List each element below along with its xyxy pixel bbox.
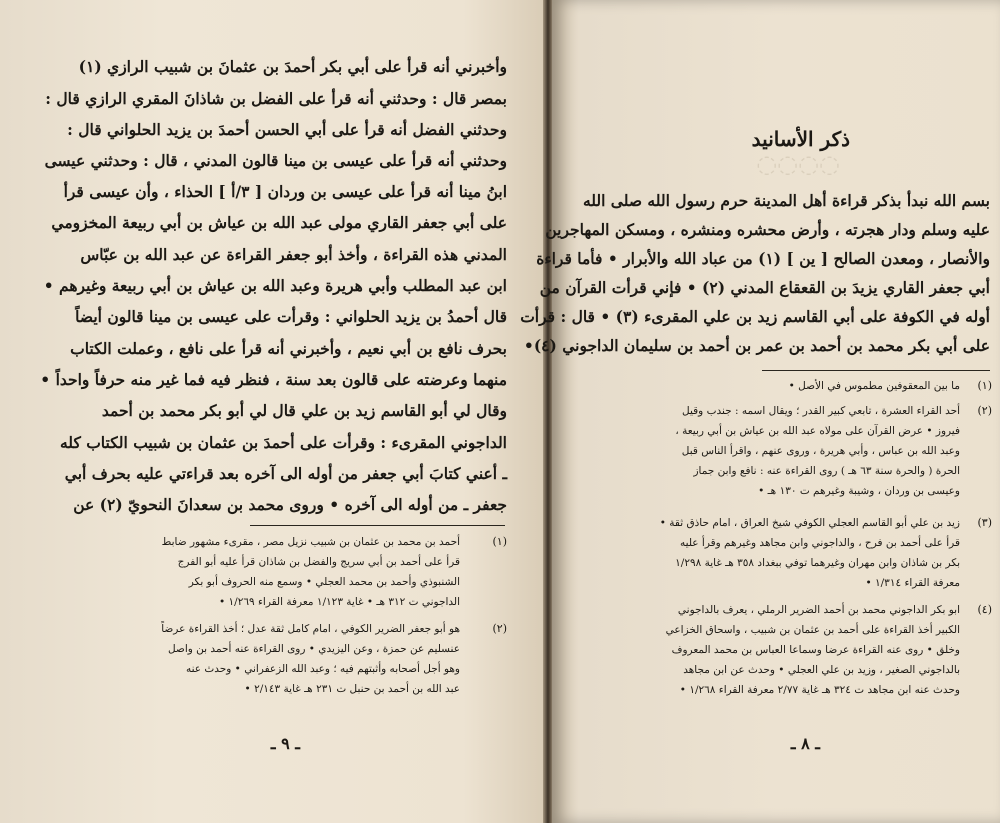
footnote-line: عبد الله بن أحمد بن حنبل ت ٢٣١ هـ غاية ٢/١٤٣ • <box>244 683 460 695</box>
footnote-number: (٢) <box>492 622 507 635</box>
footnote-separator <box>250 525 505 526</box>
footnote-line: معرفة القراء ١/٣١٤ • <box>865 577 960 589</box>
body-line: جعفر ـ من أوله الى آخره • وروى محمد بن سعدانَ النحويّ (٢) عن <box>73 495 507 514</box>
footnote-line: الحرة ( والحرة سنة ٦٣ هـ ) روى القراءة عنه : نافع وابن جماز <box>693 465 960 477</box>
body-line: وحدثني الفضل أنه قرأ على أبي الحسن أحمدَ بن يزيد الحلواني قال : <box>67 120 507 139</box>
body-line: أبي جعفر القاري يزيدَ بن القعقاع المدني (٢) • فإني قرأت القرآن من <box>539 278 990 297</box>
body-line: بحرف نافع بن أبي نعيم ، وأخبرني أنه قرأ على نافع ، وعملت الكتاب <box>70 339 507 358</box>
footnote-line: وعيسى بن وردان ، وشيبة وغيرهم ت ١٣٠ هـ • <box>758 485 960 497</box>
body-line: على أبي بكر محمد بن أحمد بن عمر بن أحمد بن سليمان الداجوني (٤)• <box>523 336 990 355</box>
section-heading: ذكر الأسانيد <box>751 127 850 151</box>
body-line: ابنُ مينا أنه قرأ على عيسى بن وردان [ ٣/أ ] الحذاء ، وأن عيسى قرأ <box>63 182 507 201</box>
body-line: على أبي جعفر القاري مولى عبد الله بن عياش بن أبي ربيعة المخزومي <box>51 213 507 232</box>
footnote-line: وخلق • روى عنه القراءة عرضا وسماعا العباس بن محمد المعروف <box>671 644 960 656</box>
footnote-line: فيروز • عرض القرآن على مولاه عبد الله بن عياش بن أبي ربيعة ، <box>675 425 960 437</box>
footnote-number: (٢) <box>977 404 992 417</box>
body-line: أوله في الكوفة على أبي القاسم زيد بن علي المقرىء (٣) • قال : قرأت <box>520 307 990 326</box>
footnote-number: (٣) <box>977 516 992 529</box>
footnote-line: وحدث عنه ابن مجاهد ت ٣٢٤ هـ غاية ٢/٧٧ معرفة القراء ١/٢٦٨ • <box>679 684 960 696</box>
footnote-separator <box>762 370 990 371</box>
body-line: المدني هذه القراءة ، وأخذ أبو جعفر القراءة عن عبد الله بن عبّاس <box>80 245 507 264</box>
footnote-line: الشنبوذي وأحمد بن محمد العجلي • وسمع منه الحروف أبو بكر <box>188 576 460 588</box>
footnote-line: وهو أجل أصحابه وأثبتهم فيه ؛ وعبد الله الزعفراني • وحدث عنه <box>185 663 460 675</box>
footnote-line: الداجوني ت ٣١٢ هـ • غاية ١/١٢٣ معرفة القراء ١/٢٦٩ • <box>218 596 460 608</box>
body-line: والأنصار ، ومعدن الصالح [ ين ] (١) من عباد الله والأبرار • فأما قراءة <box>536 249 990 268</box>
footnote-line: بالداجوني الصغير ، وزيد بن علي العجلي • وحدث عن ابن مجاهد <box>683 664 960 676</box>
footnote-line: ما بين المعقوفين مطموس في الأصل • <box>788 380 960 392</box>
body-line: الداجوني المقرىء : وقرأت على أحمدَ بن عثمان بن شبيب الكتاب كله <box>60 433 507 452</box>
body-line: بسم الله نبدأ بذكر قراءة أهل المدينة حرم رسول الله صلى الله <box>582 191 990 210</box>
footnote-line: الكبير أخذ القراءة على أحمد بن عثمان بن شبيب ، واسحاق الخزاعي <box>665 624 960 636</box>
body-line: عليه وسلم ودار هجرته ، وأرض محشره ومنشره ، ومسكن المهاجرين <box>545 220 990 239</box>
footnote-line: عنسليم عن حمزة ، وعن اليزيدي • روى القراءة عنه أحمد بن واصل <box>167 643 460 655</box>
footnote-line: هو أبو جعفر الضرير الكوفي ، امام كامل ثقة عدل ؛ أخذ القراءة عرضاً <box>161 623 460 635</box>
footnote-line: وعبد الله بن عباس ، وأبي هريرة ، وروى عنهم ، واقرأ الناس قبل <box>681 445 960 457</box>
footnote-number: (١) <box>977 379 992 392</box>
footnote-number: (١) <box>492 535 507 548</box>
body-line: وأخبرني أنه قرأ على أبي بكر أحمدَ بن عثمانَ بن شبيب الرازي (١) <box>78 57 507 76</box>
footnote-line: قرأ على أحمد بن فرح ، والداجوني وابن مجاهد وغيرهم وقرأ عليه <box>680 537 960 549</box>
right-page <box>520 0 1000 823</box>
footnote-number: (٤) <box>977 603 992 616</box>
body-line: قال أحمدُ بن يزيد الحلواني : وقرأت على عيسى بن مينا قالون أيضاً <box>75 307 507 326</box>
body-line: بمصر قال : وحدثني أنه قرأ على الفضل بن شاذانَ المقري الرازي قال : <box>45 89 507 108</box>
body-line: ـ أعني كتابَ أبي جعفر من أوله الى آخره بعد قراءتي عليه بحرف أبي <box>64 464 507 483</box>
body-line: وحدثني أنه قرأ على عيسى بن مينا قالون المدني ، قال : وحدثني عيسى <box>44 151 507 170</box>
page-number: ـ ٩ ـ <box>270 734 300 753</box>
footnote-line: قرأ على أحمد بن أبي سريج والفضل بن شاذان قرأ عليه أبو الفرج <box>177 556 460 568</box>
footnote-line: ابو بكر الداجوني محمد بن أحمد الضرير الرملي ، يعرف بالداجوني <box>677 604 960 616</box>
footnote-line: أحد القراء العشرة ، تابعي كبير القدر ؛ ويقال اسمه : جندب وقيل <box>682 405 960 417</box>
footnote-line: زيد بن علي أبو القاسم العجلي الكوفي شيخ العراق ، امام حاذق ثقة • <box>659 517 960 529</box>
page-number: ـ ٨ ـ <box>790 734 820 753</box>
body-line: ابن عبد المطلب وأبي هريرة وعبد الله بن عياش بن أبي ربيعة وغيرهم • <box>43 276 507 295</box>
show-through-text: ◌◌◌◌ <box>756 150 840 178</box>
body-line: وقال لي أبو القاسم زيد بن علي قال لي أبو بكر محمد بن أحمد <box>101 401 507 420</box>
footnote-line: بكر بن شاذان وابن مهران وغيرهما توفي ببغداد ٣٥٨ هـ غاية ١/٢٩٨ <box>675 557 960 569</box>
body-line: منهما وعرضته على قالون بعد سنة ، فنظر فيه فما غير منه حرفاً واحداً • <box>40 370 507 389</box>
footnote-line: أحمد بن محمد بن عثمان بن شبيب نزيل مصر ، مقرىء مشهور ضابط <box>161 536 460 548</box>
